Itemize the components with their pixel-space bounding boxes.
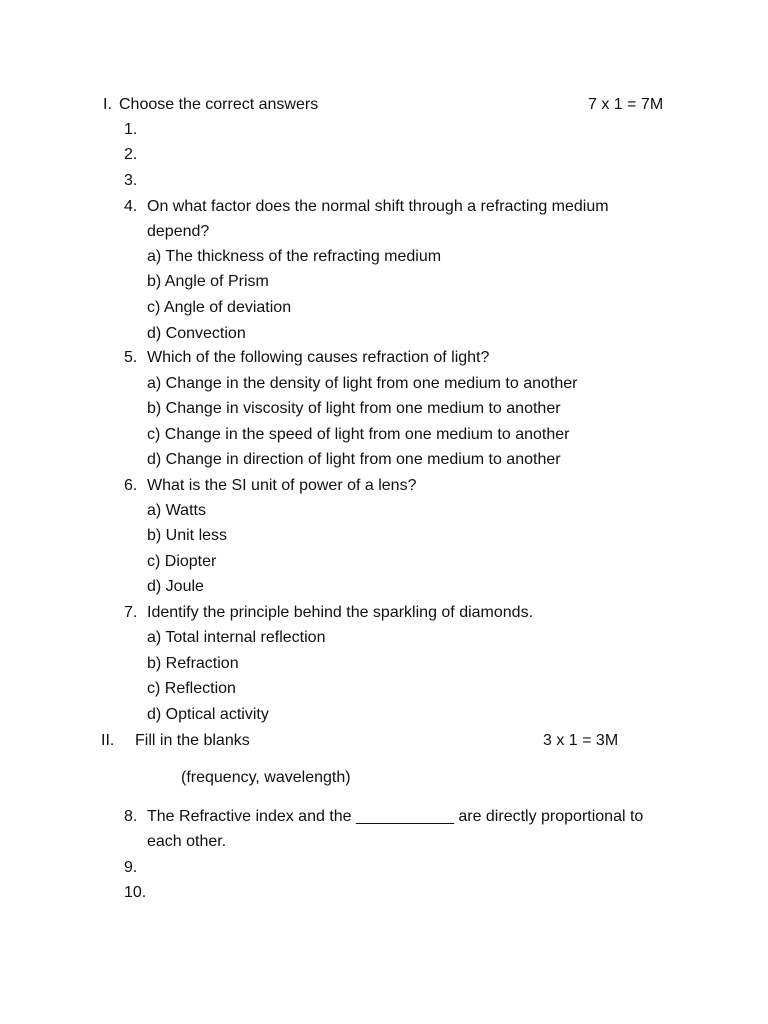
question-6-option-b: b) Unit less <box>147 527 228 544</box>
question-5-text: Which of the following causes refraction of light? <box>147 349 490 366</box>
section-1-numeral: I. <box>103 96 112 113</box>
word-bank: (frequency, wavelength) <box>181 769 351 786</box>
section-1-marks: 7 x 1 = 7M <box>588 96 664 113</box>
question-4-option-d: d) Convection <box>147 325 246 342</box>
question-7-option-c: c) Reflection <box>147 680 236 697</box>
item-2-number: 2. <box>124 146 138 163</box>
question-5-option-c: c) Change in the speed of light from one medium to another <box>147 426 570 443</box>
question-6-option-c: c) Diopter <box>147 553 217 570</box>
section-2-marks: 3 x 1 = 3M <box>543 732 619 749</box>
question-8-text-continued: each other. <box>147 833 227 850</box>
item-3-number: 3. <box>124 172 138 189</box>
section-2-title: Fill in the blanks <box>135 732 250 749</box>
question-6-option-a: a) Watts <box>147 502 206 519</box>
question-6-text: What is the SI unit of power of a lens? <box>147 477 417 494</box>
item-1-number: 1. <box>124 121 138 138</box>
question-6-option-d: d) Joule <box>147 578 204 595</box>
question-8-text: The Refractive index and the ___________ are directly proportional to <box>147 808 644 825</box>
question-4-text: On what factor does the normal shift through a refracting medium <box>147 198 609 215</box>
question-5-number: 5. <box>124 349 138 366</box>
question-7-text: Identify the principle behind the sparkling of diamonds. <box>147 604 534 621</box>
question-5-option-a: a) Change in the density of light from one medium to another <box>147 375 578 392</box>
item-10-number: 10. <box>124 884 147 901</box>
question-4-option-a: a) The thickness of the refracting medium <box>147 248 442 265</box>
item-9-number: 9. <box>124 859 138 876</box>
question-5-option-d: d) Change in direction of light from one medium to another <box>147 451 561 468</box>
question-7-option-a: a) Total internal reflection <box>147 629 326 646</box>
question-5-option-b: b) Change in viscosity of light from one medium to another <box>147 400 561 417</box>
question-4-number: 4. <box>124 198 138 215</box>
question-6-number: 6. <box>124 477 138 494</box>
question-7-option-d: d) Optical activity <box>147 706 269 723</box>
section-2-numeral: II. <box>101 732 115 749</box>
question-4-text-continued: depend? <box>147 223 210 240</box>
section-1-title: Choose the correct answers <box>119 96 319 113</box>
question-4-option-c: c) Angle of deviation <box>147 299 292 316</box>
question-4-option-b: b) Angle of Prism <box>147 273 269 290</box>
question-7-option-b: b) Refraction <box>147 655 239 672</box>
question-7-number: 7. <box>124 604 138 621</box>
question-8-number: 8. <box>124 808 138 825</box>
